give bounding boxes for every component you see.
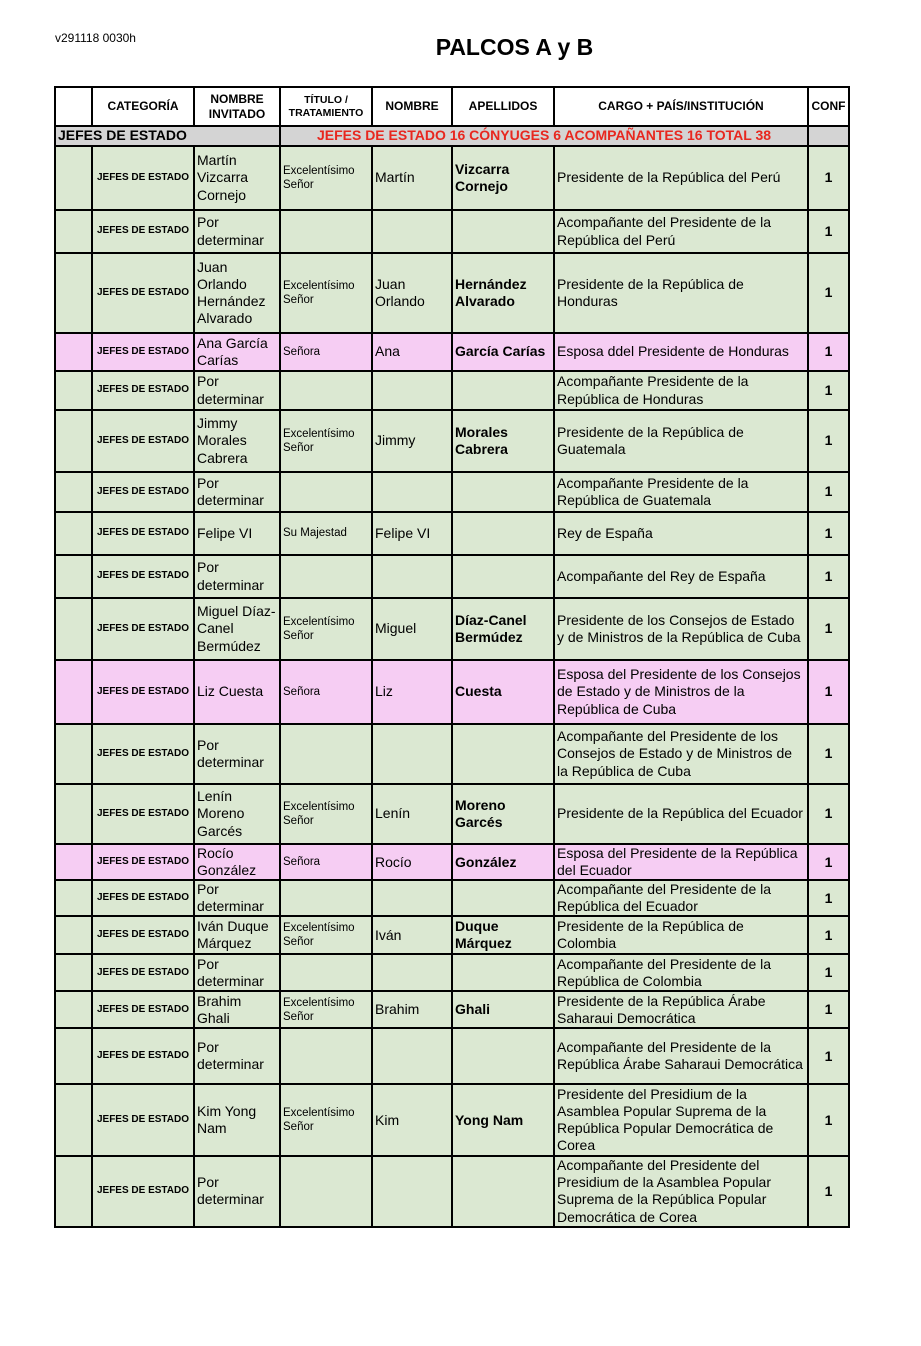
nombre-invitado-cell: Por determinar: [194, 555, 280, 598]
conf-cell: 1: [808, 410, 849, 472]
titulo-cell: [280, 1156, 372, 1226]
conf-cell: 1: [808, 844, 849, 880]
nombre-cell: [372, 1028, 452, 1084]
nombre-invitado-cell: Ana García Carías: [194, 333, 280, 371]
table-row: [55, 660, 849, 724]
row-blank-cell: [55, 410, 92, 472]
page-title: PALCOS A y B: [435, 34, 594, 60]
cargo-cell: Acompañante Presidente de la República de Guatemala: [554, 472, 808, 512]
column-header-nombre: NOMBRE: [372, 87, 452, 126]
nombre-invitado-cell: Jimmy Morales Cabrera: [194, 410, 280, 472]
conf-cell: 1: [808, 512, 849, 555]
nombre-cell: Rocío: [372, 844, 452, 880]
titulo-cell: Señora: [280, 333, 372, 371]
column-header-titulo: TÍTULO / TRATAMIENTO: [280, 87, 372, 126]
section-totals: JEFES DE ESTADO 16 CÓNYUGES 6 ACOMPAÑANTES 16 TOTAL 38: [280, 126, 808, 146]
nombre-cell: [372, 371, 452, 410]
row-blank-cell: [55, 784, 92, 844]
conf-cell: 1: [808, 1084, 849, 1156]
nombre-invitado-cell: Por determinar: [194, 472, 280, 512]
nombre-cell: [372, 555, 452, 598]
cargo-cell: Presidente de la República de Colombia: [554, 916, 808, 954]
categoria-cell: JEFES DE ESTADO: [92, 954, 194, 991]
version-label: v291118 0030h: [55, 31, 136, 45]
table-row: [55, 210, 849, 253]
row-blank-cell: [55, 1028, 92, 1084]
row-blank-cell: [55, 1156, 92, 1226]
apellidos-cell: [452, 512, 554, 555]
cargo-cell: Esposa del Presidente de la República del Ecuador: [554, 844, 808, 880]
titulo-cell: Señora: [280, 844, 372, 880]
titulo-cell: Excelentísimo Señor: [280, 146, 372, 210]
conf-cell: 1: [808, 472, 849, 512]
conf-cell: 1: [808, 954, 849, 991]
cargo-cell: Presidente de la República Árabe Saharaui Democrática: [554, 991, 808, 1028]
conf-cell: 1: [808, 555, 849, 598]
nombre-cell: [372, 210, 452, 253]
categoria-cell: JEFES DE ESTADO: [92, 146, 194, 210]
titulo-cell: [280, 724, 372, 784]
nombre-invitado-cell: Brahim Ghali: [194, 991, 280, 1028]
cargo-cell: Acompañante del Presidente de la República del Perú: [554, 210, 808, 253]
nombre-cell: [372, 1156, 452, 1226]
conf-cell: 1: [808, 991, 849, 1028]
titulo-cell: Su Majestad: [280, 512, 372, 555]
categoria-cell: JEFES DE ESTADO: [92, 210, 194, 253]
column-header-blank: [55, 87, 92, 126]
column-header-nombre-invitado: NOMBRE INVITADO: [194, 87, 280, 126]
row-blank-cell: [55, 954, 92, 991]
apellidos-cell: Morales Cabrera: [452, 410, 554, 472]
nombre-cell: [372, 472, 452, 512]
section-conf-cell: [808, 126, 849, 146]
section-label: JEFES DE ESTADO: [55, 126, 280, 146]
conf-cell: 1: [808, 333, 849, 371]
apellidos-cell: García Carías: [452, 333, 554, 371]
table-row: [55, 253, 849, 333]
apellidos-cell: [452, 210, 554, 253]
categoria-cell: JEFES DE ESTADO: [92, 512, 194, 555]
row-blank-cell: [55, 146, 92, 210]
nombre-invitado-cell: Rocío González: [194, 844, 280, 880]
cargo-cell: Acompañante del Presidente de la República del Ecuador: [554, 880, 808, 916]
row-blank-cell: [55, 880, 92, 916]
row-blank-cell: [55, 555, 92, 598]
categoria-cell: JEFES DE ESTADO: [92, 1028, 194, 1084]
nombre-invitado-cell: Liz Cuesta: [194, 660, 280, 724]
nombre-invitado-cell: Lenín Moreno Garcés: [194, 784, 280, 844]
titulo-cell: Excelentísimo Señor: [280, 916, 372, 954]
cargo-cell: Presidente de la República del Ecuador: [554, 784, 808, 844]
nombre-invitado-cell: Por determinar: [194, 954, 280, 991]
column-header-apellidos: APELLIDOS: [452, 87, 554, 126]
apellidos-cell: Yong Nam: [452, 1084, 554, 1156]
titulo-cell: Excelentísimo Señor: [280, 991, 372, 1028]
nombre-invitado-cell: Juan Orlando Hernández Alvarado: [194, 253, 280, 333]
categoria-cell: JEFES DE ESTADO: [92, 784, 194, 844]
cargo-cell: Presidente del Presidium de la Asamblea Popular Suprema de la República Popular Democrática de Corea: [554, 1084, 808, 1156]
row-blank-cell: [55, 660, 92, 724]
row-blank-cell: [55, 844, 92, 880]
categoria-cell: JEFES DE ESTADO: [92, 472, 194, 512]
titulo-cell: [280, 210, 372, 253]
row-blank-cell: [55, 210, 92, 253]
categoria-cell: JEFES DE ESTADO: [92, 844, 194, 880]
table-row: [55, 784, 849, 844]
nombre-invitado-cell: Por determinar: [194, 1028, 280, 1084]
table-row: [55, 724, 849, 784]
nombre-invitado-cell: Felipe VI: [194, 512, 280, 555]
titulo-cell: [280, 1028, 372, 1084]
section-row: [55, 126, 849, 146]
categoria-cell: JEFES DE ESTADO: [92, 371, 194, 410]
table-row: [55, 333, 849, 371]
apellidos-cell: [452, 880, 554, 916]
categoria-cell: JEFES DE ESTADO: [92, 253, 194, 333]
cargo-cell: Rey de España: [554, 512, 808, 555]
titulo-cell: Excelentísimo Señor: [280, 253, 372, 333]
nombre-cell: Lenín: [372, 784, 452, 844]
conf-cell: 1: [808, 1028, 849, 1084]
titulo-cell: [280, 555, 372, 598]
table-row: [55, 146, 849, 210]
table-row: [55, 1156, 849, 1226]
nombre-cell: Jimmy: [372, 410, 452, 472]
table-row: [55, 371, 849, 410]
cargo-cell: Presidente de la República del Perú: [554, 146, 808, 210]
row-blank-cell: [55, 253, 92, 333]
cargo-cell: Acompañante Presidente de la República de Honduras: [554, 371, 808, 410]
table-row: [55, 1084, 849, 1156]
nombre-cell: Felipe VI: [372, 512, 452, 555]
table-row: [55, 598, 849, 660]
nombre-invitado-cell: Por determinar: [194, 724, 280, 784]
cargo-cell: Acompañante del Rey de España: [554, 555, 808, 598]
titulo-cell: Excelentísimo Señor: [280, 784, 372, 844]
nombre-invitado-cell: Martín Vizcarra Cornejo: [194, 146, 280, 210]
nombre-cell: Liz: [372, 660, 452, 724]
apellidos-cell: [452, 1156, 554, 1226]
conf-cell: 1: [808, 660, 849, 724]
row-blank-cell: [55, 1084, 92, 1156]
apellidos-cell: [452, 555, 554, 598]
nombre-cell: [372, 880, 452, 916]
nombre-invitado-cell: Por determinar: [194, 1156, 280, 1226]
table-row: [55, 512, 849, 555]
table-row: [55, 844, 849, 880]
nombre-invitado-cell: Kim Yong Nam: [194, 1084, 280, 1156]
apellidos-cell: Moreno Garcés: [452, 784, 554, 844]
nombre-invitado-cell: Por determinar: [194, 880, 280, 916]
titulo-cell: [280, 472, 372, 512]
titulo-cell: [280, 880, 372, 916]
row-blank-cell: [55, 724, 92, 784]
apellidos-cell: Hernández Alvarado: [452, 253, 554, 333]
guest-table: [54, 86, 850, 1228]
nombre-invitado-cell: Iván Duque Márquez: [194, 916, 280, 954]
nombre-cell: Ana: [372, 333, 452, 371]
table-row: [55, 410, 849, 472]
nombre-cell: Juan Orlando: [372, 253, 452, 333]
titulo-cell: Señora: [280, 660, 372, 724]
row-blank-cell: [55, 916, 92, 954]
nombre-cell: Brahim: [372, 991, 452, 1028]
apellidos-cell: González: [452, 844, 554, 880]
categoria-cell: JEFES DE ESTADO: [92, 991, 194, 1028]
nombre-invitado-cell: Miguel Díaz-Canel Bermúdez: [194, 598, 280, 660]
conf-cell: 1: [808, 598, 849, 660]
nombre-cell: Miguel: [372, 598, 452, 660]
cargo-cell: Acompañante del Presidente de la República Árabe Saharaui Democrática: [554, 1028, 808, 1084]
table-row: [55, 555, 849, 598]
categoria-cell: JEFES DE ESTADO: [92, 880, 194, 916]
apellidos-cell: [452, 724, 554, 784]
apellidos-cell: Duque Márquez: [452, 916, 554, 954]
conf-cell: 1: [808, 210, 849, 253]
apellidos-cell: Ghali: [452, 991, 554, 1028]
cargo-cell: Presidente de la República de Honduras: [554, 253, 808, 333]
categoria-cell: JEFES DE ESTADO: [92, 1084, 194, 1156]
table-row: [55, 880, 849, 916]
apellidos-cell: [452, 371, 554, 410]
conf-cell: 1: [808, 784, 849, 844]
categoria-cell: JEFES DE ESTADO: [92, 660, 194, 724]
nombre-cell: Martín: [372, 146, 452, 210]
titulo-cell: Excelentísimo Señor: [280, 598, 372, 660]
conf-cell: 1: [808, 146, 849, 210]
row-blank-cell: [55, 333, 92, 371]
nombre-cell: [372, 954, 452, 991]
cargo-cell: Presidente de los Consejos de Estado y de Ministros de la República de Cuba: [554, 598, 808, 660]
row-blank-cell: [55, 512, 92, 555]
column-header-categoria: CATEGORÍA: [92, 87, 194, 126]
cargo-cell: Acompañante del Presidente de los Consejos de Estado y de Ministros de la República de Cuba: [554, 724, 808, 784]
conf-cell: 1: [808, 253, 849, 333]
nombre-cell: Kim: [372, 1084, 452, 1156]
table-row: [55, 472, 849, 512]
titulo-cell: [280, 954, 372, 991]
apellidos-cell: [452, 472, 554, 512]
categoria-cell: JEFES DE ESTADO: [92, 1156, 194, 1226]
nombre-cell: [372, 724, 452, 784]
conf-cell: 1: [808, 1156, 849, 1226]
cargo-cell: Acompañante del Presidente de la República de Colombia: [554, 954, 808, 991]
row-blank-cell: [55, 991, 92, 1028]
titulo-cell: Excelentísimo Señor: [280, 410, 372, 472]
cargo-cell: Esposa del Presidente de los Consejos de Estado y de Ministros de la República de Cuba: [554, 660, 808, 724]
categoria-cell: JEFES DE ESTADO: [92, 555, 194, 598]
categoria-cell: JEFES DE ESTADO: [92, 410, 194, 472]
apellidos-cell: Cuesta: [452, 660, 554, 724]
titulo-cell: Excelentísimo Señor: [280, 1084, 372, 1156]
titulo-cell: [280, 371, 372, 410]
apellidos-cell: [452, 954, 554, 991]
column-header-cargo: CARGO + PAÍS/INSTITUCIÓN: [554, 87, 808, 126]
apellidos-cell: [452, 1028, 554, 1084]
categoria-cell: JEFES DE ESTADO: [92, 916, 194, 954]
table-row: [55, 1028, 849, 1084]
conf-cell: 1: [808, 371, 849, 410]
nombre-invitado-cell: Por determinar: [194, 371, 280, 410]
table-row: [55, 954, 849, 991]
header-row: [55, 87, 849, 126]
cargo-cell: Acompañante del Presidente del Presidium de la Asamblea Popular Suprema de la República Popular Democrática de Corea: [554, 1156, 808, 1226]
conf-cell: 1: [808, 880, 849, 916]
categoria-cell: JEFES DE ESTADO: [92, 598, 194, 660]
apellidos-cell: Vizcarra Cornejo: [452, 146, 554, 210]
table-row: [55, 916, 849, 954]
conf-cell: 1: [808, 724, 849, 784]
categoria-cell: JEFES DE ESTADO: [92, 724, 194, 784]
cargo-cell: Presidente de la República de Guatemala: [554, 410, 808, 472]
row-blank-cell: [55, 598, 92, 660]
cargo-cell: Esposa ddel Presidente de Honduras: [554, 333, 808, 371]
column-header-conf: CONF: [808, 87, 849, 126]
row-blank-cell: [55, 371, 92, 410]
nombre-cell: Iván: [372, 916, 452, 954]
categoria-cell: JEFES DE ESTADO: [92, 333, 194, 371]
row-blank-cell: [55, 472, 92, 512]
apellidos-cell: Díaz-Canel Bermúdez: [452, 598, 554, 660]
table-row: [55, 991, 849, 1028]
conf-cell: 1: [808, 916, 849, 954]
nombre-invitado-cell: Por determinar: [194, 210, 280, 253]
